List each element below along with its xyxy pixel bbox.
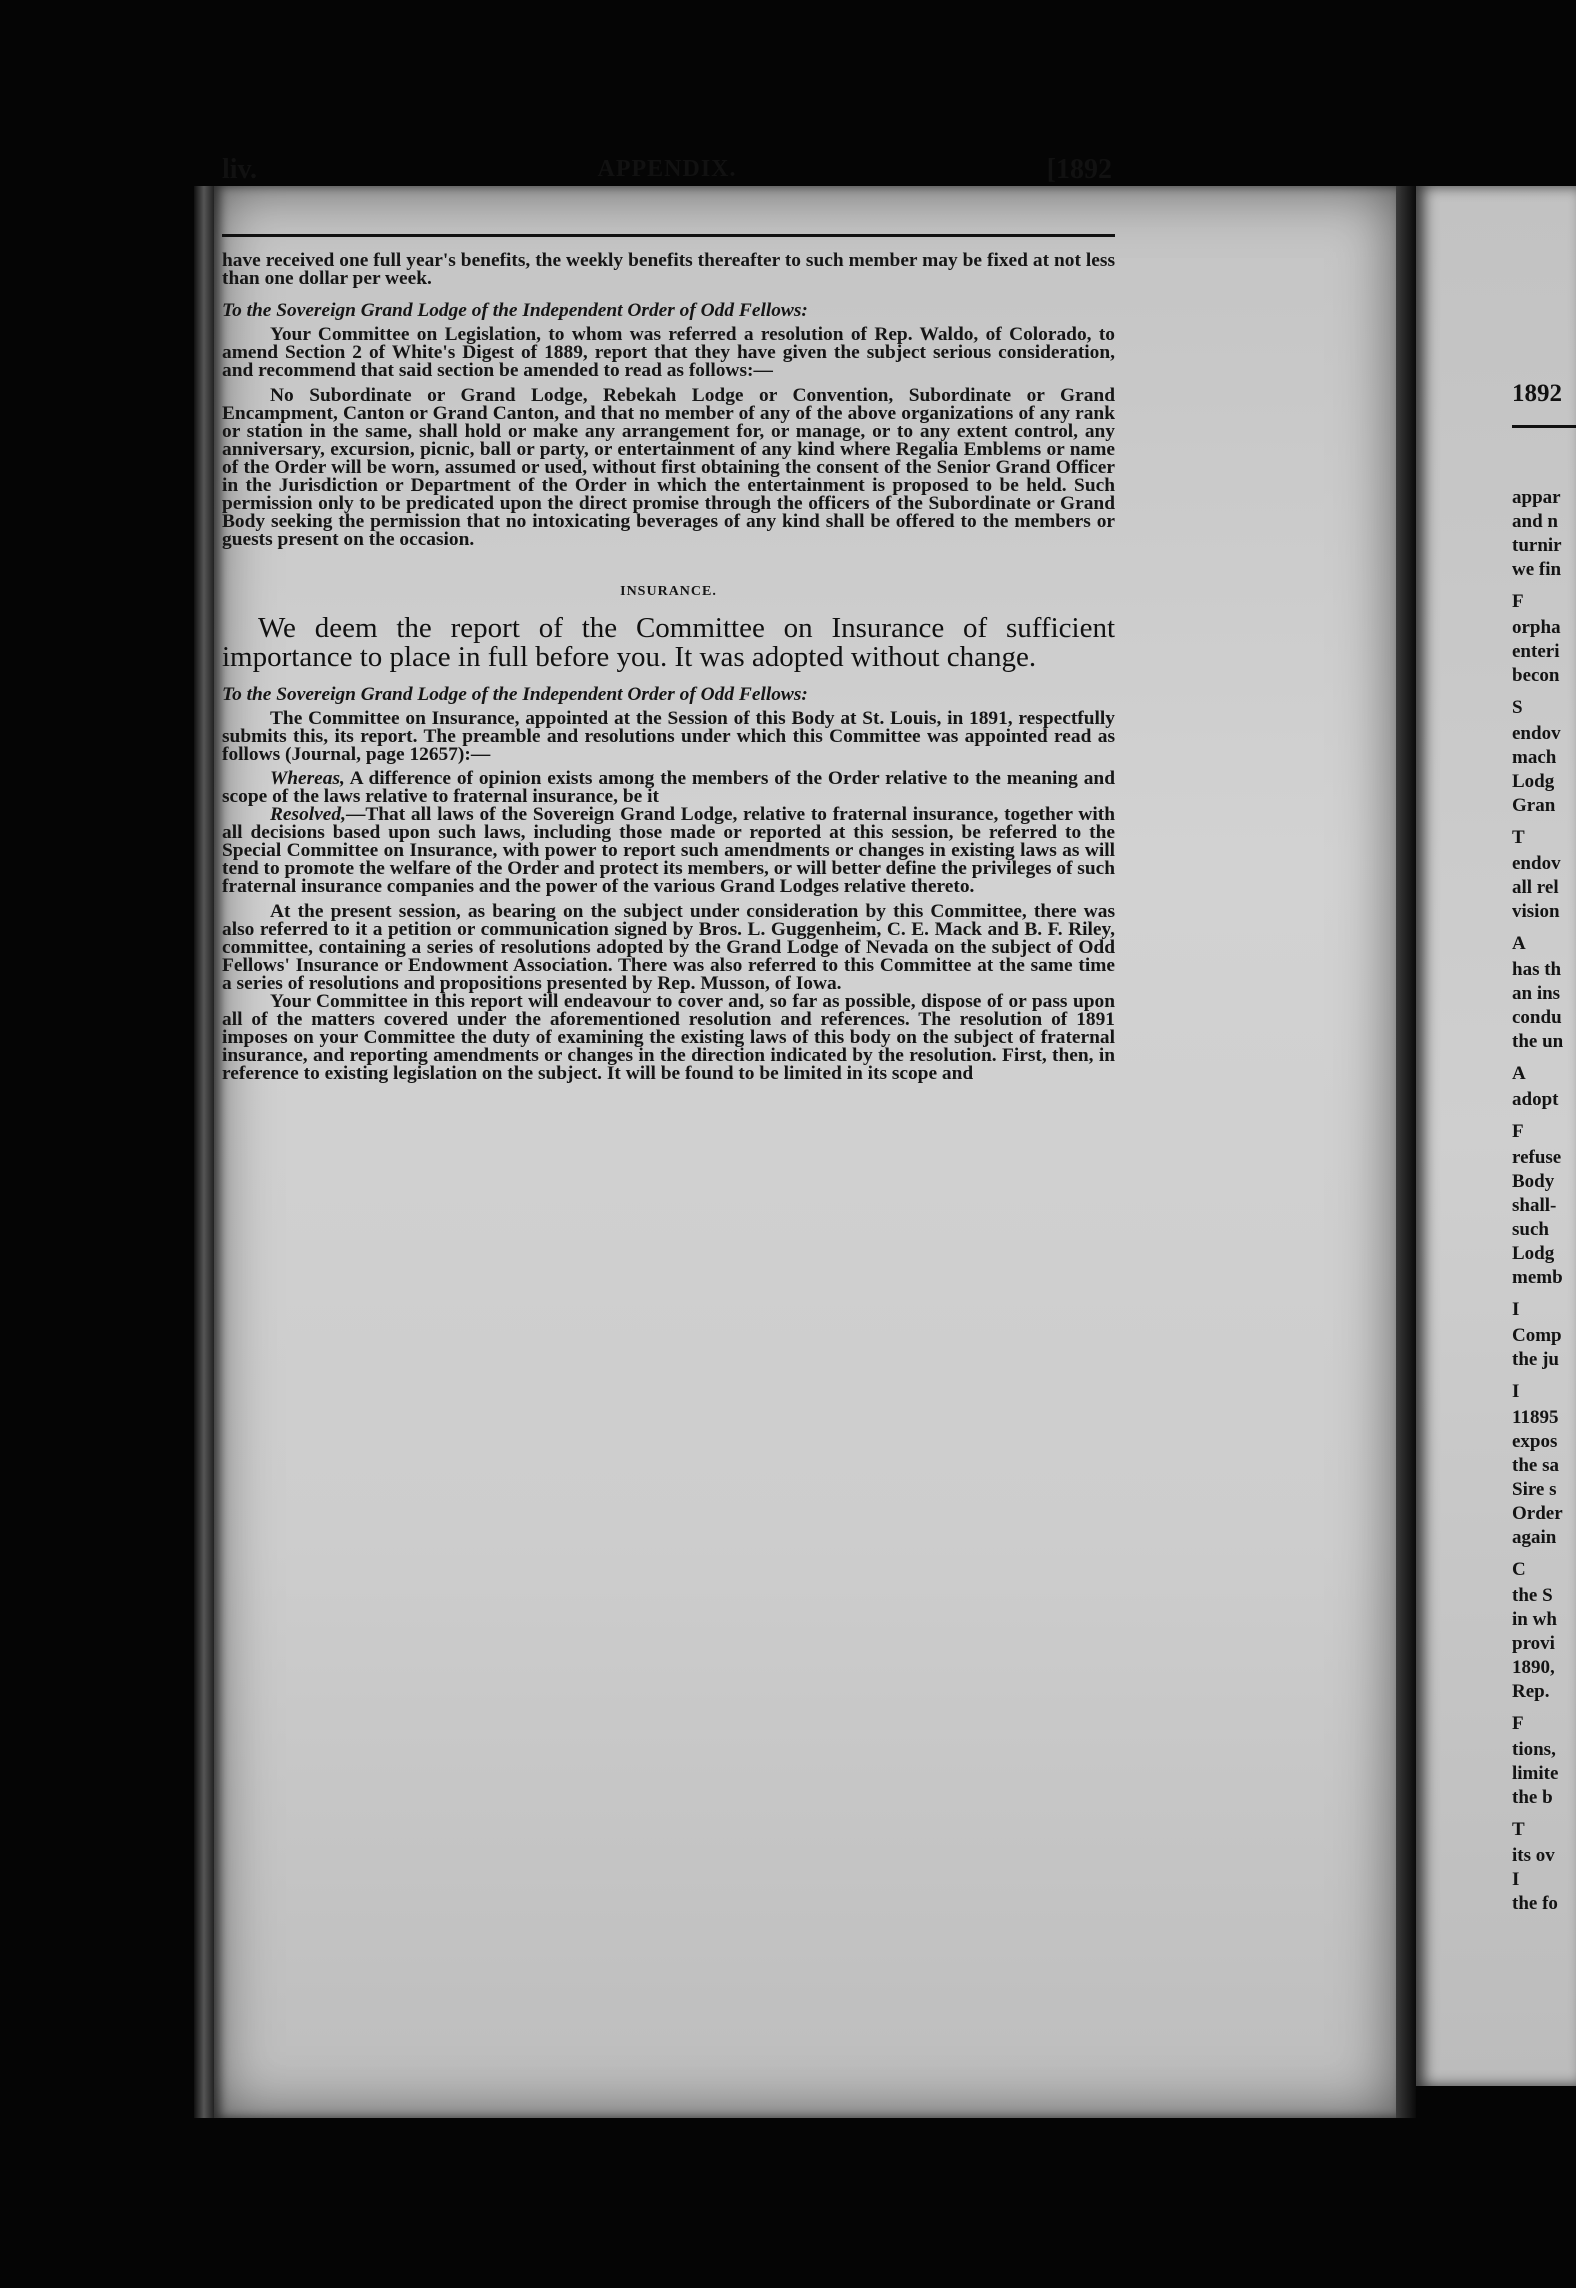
facing-page-line: its ov xyxy=(1512,1845,1555,1866)
facing-page-line: Rep. xyxy=(1512,1681,1550,1702)
lead-paragraph: We deem the report of the Committee on Insurance of sufficient importance to place in full before you. It was adopted without change. xyxy=(222,611,1115,673)
scan-left-edge xyxy=(194,186,214,2118)
facing-page-line: refuse xyxy=(1512,1147,1562,1168)
paragraph-continuation: have received one full year's benefits, the weekly benefits thereafter to such member may be fixed at not less than one dollar per week. xyxy=(222,250,1115,290)
facing-page-line: appar xyxy=(1512,487,1561,508)
paragraph-whereas xyxy=(222,767,1115,807)
facing-page-line: again xyxy=(1512,1527,1557,1548)
facing-page-line: in wh xyxy=(1512,1609,1557,1630)
facing-page-line: limite xyxy=(1512,1763,1559,1784)
section-heading-insurance: INSURANCE. xyxy=(620,584,717,600)
facing-page-line: vision xyxy=(1512,901,1560,922)
facing-page-line: Gran xyxy=(1512,795,1556,816)
facing-page-year: 1892 xyxy=(1512,380,1562,407)
running-title: APPENDIX. xyxy=(597,156,737,182)
facing-page-line: Sire s xyxy=(1512,1479,1557,1500)
page-number: liv. xyxy=(222,154,258,185)
facing-page-line: expos xyxy=(1512,1431,1558,1452)
facing-page-line: such xyxy=(1512,1219,1549,1240)
facing-page-line: condu xyxy=(1512,1007,1562,1028)
facing-page-line: all rel xyxy=(1512,877,1559,898)
book-gutter xyxy=(1396,186,1416,2118)
facing-page-line: the S xyxy=(1512,1585,1553,1606)
facing-page-line: the sa xyxy=(1512,1455,1559,1476)
facing-page-line: Lodg xyxy=(1512,1243,1555,1264)
whereas-label: Whereas, xyxy=(270,767,345,789)
facing-page-line: the fo xyxy=(1512,1893,1558,1914)
header-rule xyxy=(222,234,1115,237)
facing-page-line: we fin xyxy=(1512,559,1562,580)
facing-page-line: has th xyxy=(1512,959,1562,980)
facing-page-line: orpha xyxy=(1512,617,1561,638)
facing-page-line: Comp xyxy=(1512,1325,1562,1346)
facing-page-line: Body xyxy=(1512,1171,1555,1192)
facing-page-line: and n xyxy=(1512,511,1558,532)
facing-page-line: shall- xyxy=(1512,1195,1557,1216)
facing-page-line: endov xyxy=(1512,853,1561,874)
paragraph-present-session: At the present session, as bearing on the subject under consideration by this Committee, there was also referred to it a petition or communication signed by Bros. L. Guggenheim, C. E. Mack and B. F. Riley, committee, containing a series of resolutions adopted by the Grand Lodge of Nevada on the subject of Odd Fellows' Insurance or Endowment Association. There was also referred to this Committee at the same time a series of resolutions and propositions presented by Rep. Musson, of Iowa. xyxy=(222,900,1115,994)
facing-page-line: F xyxy=(1512,1713,1524,1734)
facing-page-line: I xyxy=(1512,1381,1520,1402)
facing-page-line: provi xyxy=(1512,1633,1555,1654)
facing-page-line: the un xyxy=(1512,1031,1564,1052)
paragraph-committee-insurance: The Committee on Insurance, appointed at the Session of this Body at St. Louis, in 1891, respectfully submits this, its report. The preamble and resolutions under which this Committee was appointed read as follows (Journal, page 12657):— xyxy=(222,707,1115,765)
facing-page-line: the ju xyxy=(1512,1349,1559,1370)
facing-page-line: enteri xyxy=(1512,641,1560,662)
facing-page-line: 11895 xyxy=(1512,1407,1559,1428)
facing-page-line: tions, xyxy=(1512,1739,1556,1760)
facing-page-line: I xyxy=(1512,1869,1520,1890)
running-year: [1892 xyxy=(1046,154,1112,185)
facing-page-text xyxy=(1416,186,1576,2086)
paragraph-legislation: Your Committee on Legislation, to whom was referred a resolution of Rep. Waldo, of Colorado, to amend Section 2 of White's Digest of 1889, report that they have given the subject serious consideration, and recommend that said section be amended to read as follows:— xyxy=(222,324,1115,382)
facing-page-line: T xyxy=(1512,1819,1525,1840)
facing-page-line: F xyxy=(1512,1121,1524,1142)
facing-page-line: I xyxy=(1512,1299,1520,1320)
facing-page-line: an ins xyxy=(1512,983,1561,1004)
facing-page-line: mach xyxy=(1512,747,1557,768)
facing-page-line: becon xyxy=(1512,665,1560,686)
facing-page-line: adopt xyxy=(1512,1089,1559,1110)
facing-page-line: T xyxy=(1512,827,1525,848)
facing-page-line: endov xyxy=(1512,723,1561,744)
facing-page-line: S xyxy=(1512,697,1523,718)
facing-page-line: C xyxy=(1512,1559,1526,1580)
facing-page-line: Lodg xyxy=(1512,771,1555,792)
page-body xyxy=(222,252,1115,1083)
page-header xyxy=(222,154,1112,194)
address-heading-2: To the Sovereign Grand Lodge of the Independent Order of Odd Fellows: xyxy=(222,683,808,705)
resolved-label: Resolved, xyxy=(270,804,346,826)
resolved-text: —That all laws of the Sovereign Grand Lodge, relative to fraternal insurance, together with all decisions based upon such laws, including those made or reported at this session, be referred to the Special Committee on Insurance, with power to report such amendments or changes in existing laws as will tend to promote the welfare of the Order and protect its members, or will better define the privileges of such fraternal insurance companies and the power of the various Grand Lodges relative thereto. xyxy=(222,804,1115,898)
facing-page-rule xyxy=(1512,425,1576,428)
facing-page-line: memb xyxy=(1512,1267,1563,1288)
facing-page-line: A xyxy=(1512,933,1526,954)
facing-page-line: F xyxy=(1512,591,1524,612)
address-heading: To the Sovereign Grand Lodge of the Independent Order of Odd Fellows: xyxy=(222,300,808,322)
whereas-text: A difference of opinion exists among the members of the Order relative to the meaning and scope of the laws relative to fraternal insurance, be it xyxy=(222,767,1115,807)
facing-page-line: 1890, xyxy=(1512,1657,1555,1678)
paragraph-resolved xyxy=(222,806,1115,896)
facing-page-line: Order xyxy=(1512,1503,1563,1524)
facing-page-line: A xyxy=(1512,1063,1526,1084)
paragraph-amendment: No Subordinate or Grand Lodge, Rebekah Lodge or Convention, Subordinate or Grand Encampment, Canton or Grand Canton, and that no member of any of the above organizations of any rank or station in the same, shall hold or make any arrangement for, or manage, or to any extent control, any anniversary, excursion, picnic, ball or party, or entertainment of any kind where Regalia Emblems or name of the Order will be worn, assumed or used, without first obtaining the consent of the Senior Grand Officer in the Jurisdiction or Department of the Order in which the entertainment is proposed to be held. Such permission only to be predicated upon the direct promise through the officers of the Subordinate or Grand Body seeking the permission that no intoxicating beverages of any kind shall be offered to the members or guests present on the occasion. xyxy=(222,384,1115,551)
facing-page-line: turnir xyxy=(1512,535,1562,556)
facing-page-line: the b xyxy=(1512,1787,1553,1808)
paragraph-endeavour: Your Committee in this report will endeavour to cover and, so far as possible, dispose of or pass upon all of the matters covered under the aforementioned resolution and references. The resolution of 1891 imposes on your Committee the duty of examining the existing laws of this body on the subject of fraternal insurance, and reporting amendments or changes in the direction indicated by the resolution. First, then, in reference to existing legislation on the subject. It will be found to be limited in its scope and xyxy=(222,991,1115,1085)
